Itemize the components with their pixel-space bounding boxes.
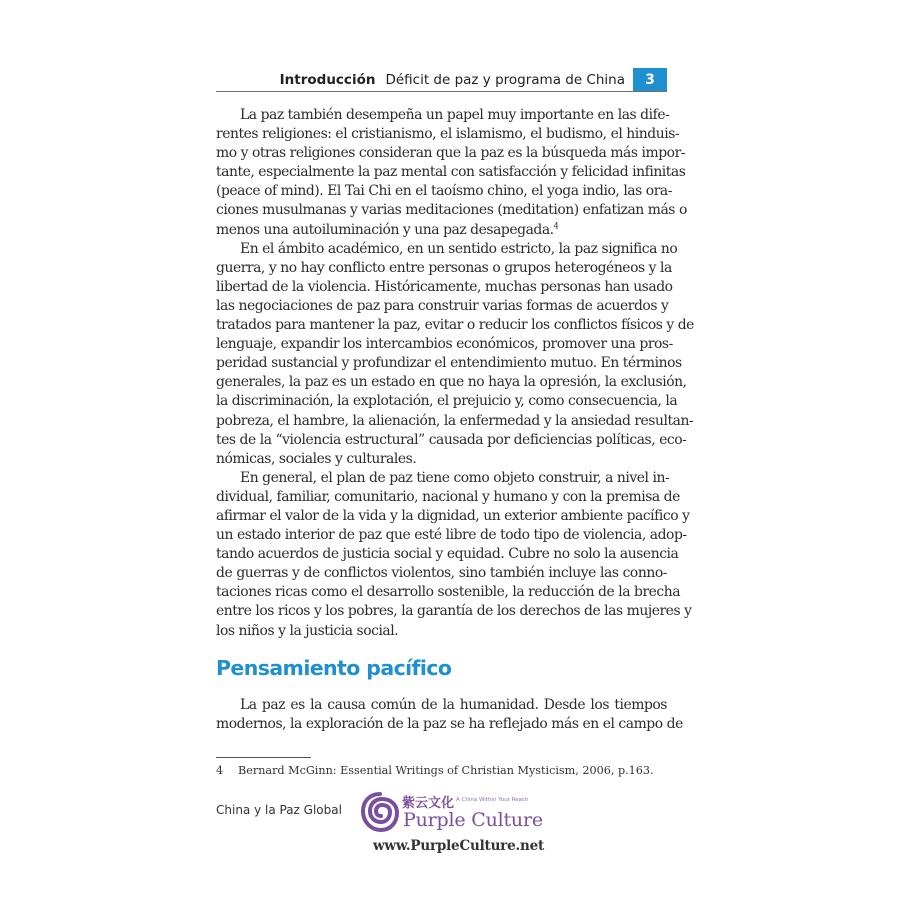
footnote-number: 4	[216, 764, 224, 777]
text-line: pobreza, el hambre, la alienación, la enfermedad y la ansiedad resultan-	[216, 412, 694, 429]
running-header	[216, 68, 667, 92]
paragraph-2	[216, 240, 694, 469]
text-line-content: menos una autoiluminación y una paz desapegada.	[216, 221, 554, 238]
text-line: En el ámbito académico, en un sentido estricto, la paz significa no	[240, 240, 678, 257]
section-heading: Pensamiento pacífico	[216, 656, 452, 680]
text-line: la discriminación, la explotación, el prejuicio y, como consecuencia, la	[216, 393, 678, 410]
text-line: generales, la paz es un estado en que no haya la opresión, la exclusión,	[216, 374, 687, 391]
text-line-last	[216, 221, 667, 240]
text-line: dividual, familiar, comunitario, nacional y humano y con la premisa de	[216, 488, 680, 505]
page-number: 3	[633, 68, 667, 92]
logo-url[interactable]: www.PurpleCulture.net	[373, 838, 545, 854]
text-line: mo y otras religiones consideran que la paz es la búsqueda más impor-	[216, 145, 686, 162]
text-line: peridad sustancial y profundizar el entendimiento mutuo. En términos	[216, 355, 682, 372]
text-line: libertad de la violencia. Históricamente, muchas personas han usado	[216, 278, 673, 295]
header-text	[280, 72, 625, 88]
text-line: modernos, la exploración de la paz se ha reflejado más en el campo de	[216, 716, 683, 733]
text-line: las negociaciones de paz para construir varias formas de acuerdos y	[216, 297, 669, 314]
text-line: rentes religiones: el cristianismo, el islamismo, el budismo, el hinduis-	[216, 126, 680, 143]
swirl-logo-icon	[361, 791, 399, 833]
text-line: La paz también desempeña un papel muy importante en las dife-	[240, 107, 670, 123]
text-line: tando acuerdos de justicia social y equidad. Cubre no solo la ausencia	[216, 546, 679, 563]
footnote-ref[interactable]: 4	[553, 220, 559, 230]
header-section: Introducción	[279, 72, 376, 88]
body-text	[216, 106, 694, 641]
text-line: En general, el plan de paz tiene como objeto construir, a nivel in-	[240, 469, 670, 486]
header-chapter: Déficit de paz y programa de China	[385, 72, 625, 88]
text-line: guerra, y no hay conflicto entre personas o grupos heterogéneos y la	[216, 259, 672, 276]
text-line: (peace of mind). El Tai Chi en el taoísmo chino, el yoga indio, las ora-	[216, 183, 672, 200]
text-line: los niños y la justicia social.	[216, 622, 399, 639]
footnote-text: Bernard McGinn: Essential Writings of Christian Mysticism, 2006, p.163.	[238, 764, 654, 777]
text-line: afirmar el valor de la vida y la dignidad, un exterior ambiente pacífico y	[216, 507, 690, 524]
header-rule	[216, 91, 667, 92]
paragraph-3	[216, 469, 692, 641]
text-line: La paz es la causa común de la humanidad. Desde los tiempos	[240, 697, 667, 713]
footnote	[216, 764, 654, 777]
text-line: nómicas, sociales y culturales.	[216, 450, 417, 467]
text-line: tratados para mantener la paz, evitar o reducir los conflictos físicos y de	[216, 317, 694, 334]
text-line: de guerras y de conflictos violentos, sino también incluye las conno-	[216, 565, 667, 582]
text-line: entre los ricos y los pobres, la garantía de los derechos de las mujeres y	[216, 603, 692, 620]
text-line: tes de la “violencia estructural” causada por deficiencias políticas, eco-	[216, 431, 687, 448]
text-line: un estado interior de paz que esté libre de todo tipo de violencia, adop-	[216, 527, 687, 544]
text-line: taciones ricas como el desarrollo sostenible, la reducción de la brecha	[216, 584, 681, 601]
section-paragraph	[216, 696, 683, 734]
logo-tagline: A China Within Your Reach	[456, 797, 529, 803]
text-line: tante, especialmente la paz mental con satisfacción y felicidad infinitas	[216, 164, 686, 181]
footnote-rule	[216, 757, 311, 758]
text-line: ciones musulmanas y varias meditaciones (meditation) enfatizan más o	[216, 202, 687, 219]
paragraph-1	[216, 106, 687, 240]
footer-book-title: China y la Paz Global	[216, 803, 342, 817]
logo-name: Purple Culture	[403, 809, 543, 831]
logo-chinese-name: 紫云文化	[402, 796, 455, 811]
text-line: lenguaje, expandir los intercambios económicos, promover una pros-	[216, 336, 673, 353]
